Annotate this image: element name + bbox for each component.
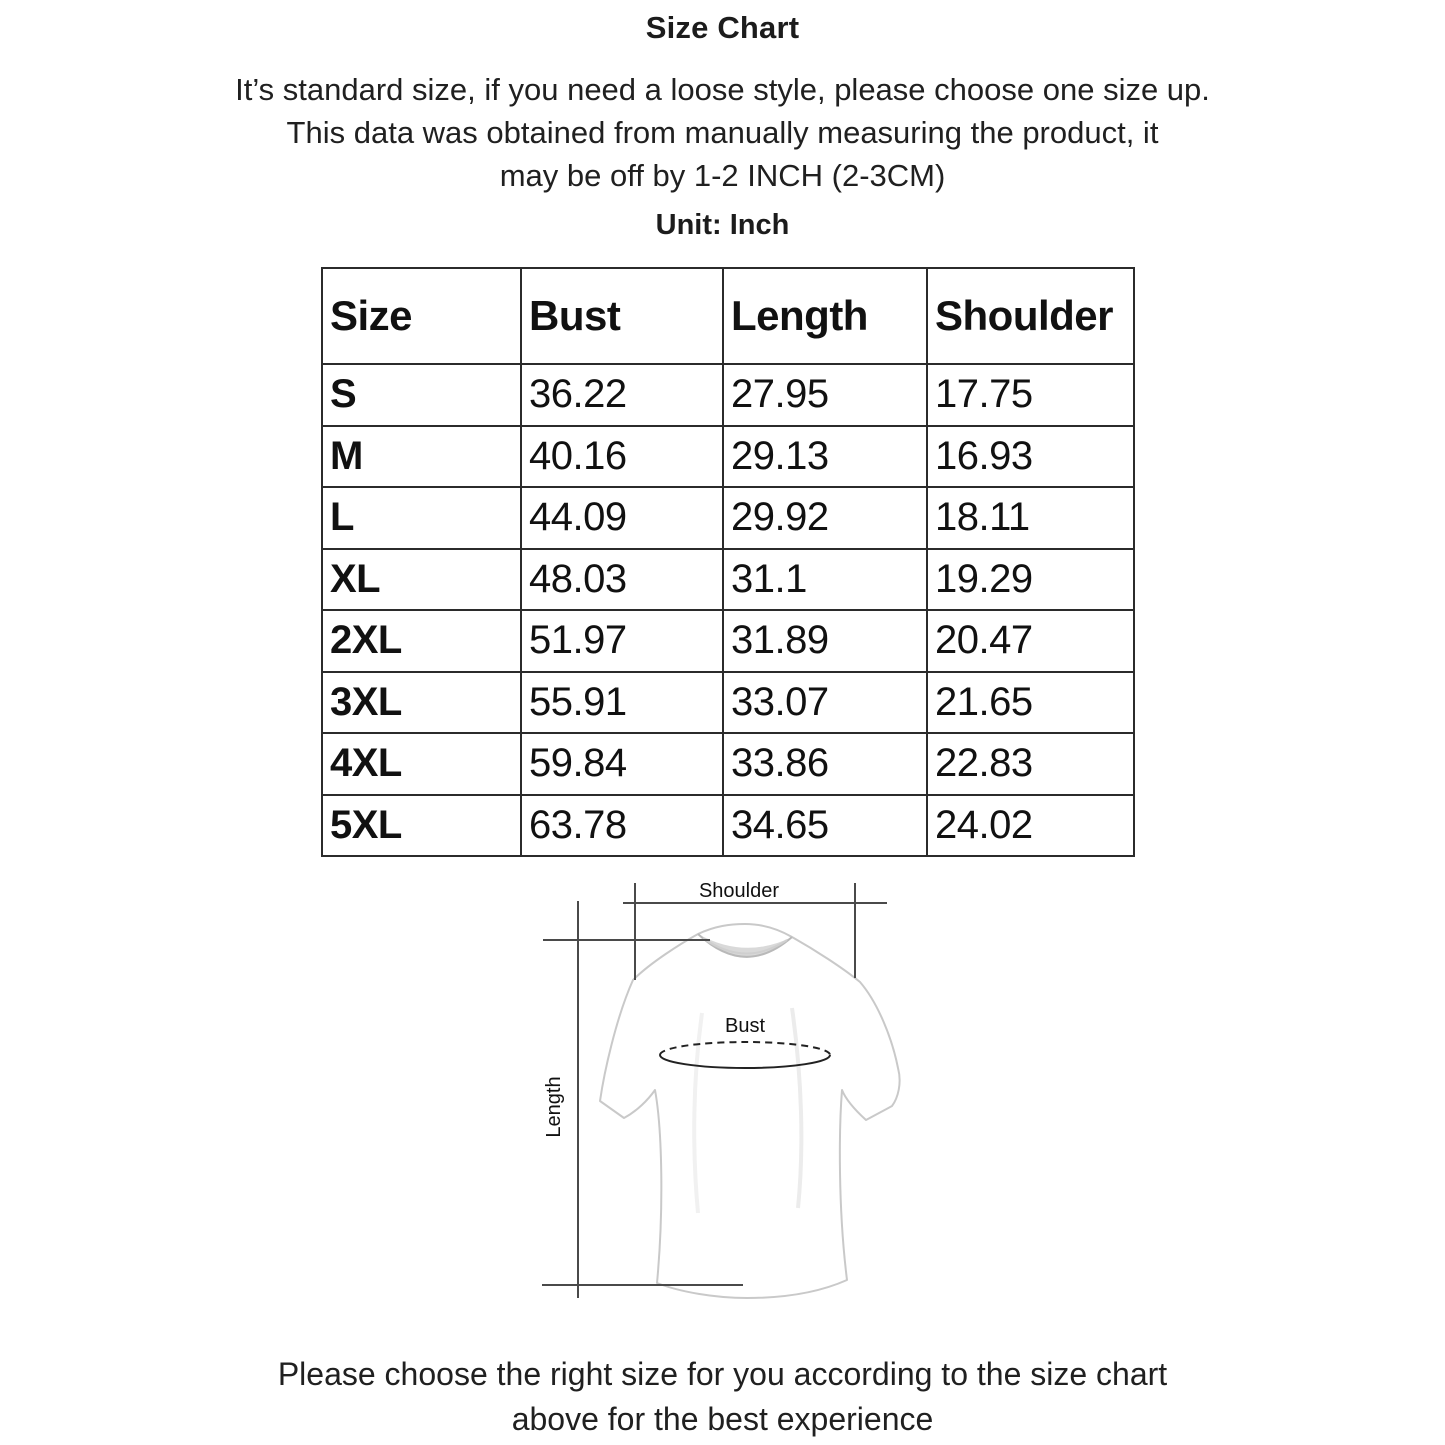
size-cell: M xyxy=(322,426,521,488)
column-header: Shoulder xyxy=(927,268,1134,364)
tshirt-measurement-diagram xyxy=(540,868,970,1333)
measurement-cell: 22.83 xyxy=(927,733,1134,795)
measurement-cell: 55.91 xyxy=(521,672,723,734)
size-cell: 5XL xyxy=(322,795,521,857)
size-cell: 4XL xyxy=(322,733,521,795)
table-row xyxy=(322,426,1134,488)
measurement-cell: 59.84 xyxy=(521,733,723,795)
measurement-cell: 51.97 xyxy=(521,610,723,672)
measurement-cell: 16.93 xyxy=(927,426,1134,488)
size-cell: 2XL xyxy=(322,610,521,672)
measurement-cell: 19.29 xyxy=(927,549,1134,611)
unit-label: Unit: Inch xyxy=(655,209,790,241)
measurement-cell: 31.89 xyxy=(723,610,927,672)
measurement-cell: 20.47 xyxy=(927,610,1134,672)
column-header: Length xyxy=(723,268,927,364)
size-table-header xyxy=(322,268,1134,364)
length-label: Length xyxy=(543,1076,565,1138)
measurement-cell: 44.09 xyxy=(521,487,723,549)
size-cell: XL xyxy=(322,549,521,611)
measurement-cell: 24.02 xyxy=(927,795,1134,857)
intro-line: It’s standard size, if you need a loose style, please choose one size up. xyxy=(235,72,1210,107)
measurement-cell: 31.1 xyxy=(723,549,927,611)
size-cell: S xyxy=(322,364,521,426)
table-row xyxy=(322,610,1134,672)
footer-line: Please choose the right size for you according to the size chart xyxy=(277,1356,1168,1392)
measurement-cell: 29.13 xyxy=(723,426,927,488)
measurement-cell: 34.65 xyxy=(723,795,927,857)
table-row xyxy=(322,487,1134,549)
table-row xyxy=(322,795,1134,857)
intro-line: may be off by 1-2 INCH (2-3CM) xyxy=(499,158,946,193)
footer-text xyxy=(0,1352,1445,1442)
measurement-cell: 33.07 xyxy=(723,672,927,734)
measurement-cell: 27.95 xyxy=(723,364,927,426)
bust-label: Bust xyxy=(724,1015,766,1037)
size-table-container xyxy=(321,267,1133,857)
column-header: Bust xyxy=(521,268,723,364)
tshirt-graphic xyxy=(600,924,900,1298)
measurement-cell: 36.22 xyxy=(521,364,723,426)
header-row xyxy=(322,268,1134,364)
intro-text xyxy=(0,68,1445,197)
measurement-cell: 48.03 xyxy=(521,549,723,611)
table-row xyxy=(322,364,1134,426)
size-cell: 3XL xyxy=(322,672,521,734)
column-header: Size xyxy=(322,268,521,364)
table-row xyxy=(322,733,1134,795)
size-table xyxy=(321,267,1135,857)
measurement-cell: 63.78 xyxy=(521,795,723,857)
measurement-cell: 29.92 xyxy=(723,487,927,549)
table-row xyxy=(322,672,1134,734)
page-title: Size Chart xyxy=(645,10,800,45)
table-row xyxy=(322,549,1134,611)
footer-line: above for the best experience xyxy=(511,1401,934,1437)
tshirt-body xyxy=(600,924,900,1298)
measurement-cell: 21.65 xyxy=(927,672,1134,734)
measurement-cell: 18.11 xyxy=(927,487,1134,549)
measurement-cell: 17.75 xyxy=(927,364,1134,426)
size-table-body xyxy=(322,364,1134,856)
measurement-cell: 33.86 xyxy=(723,733,927,795)
size-cell: L xyxy=(322,487,521,549)
measurement-cell: 40.16 xyxy=(521,426,723,488)
shoulder-label: Shoulder xyxy=(698,880,780,902)
intro-line: This data was obtained from manually measuring the product, it xyxy=(286,115,1159,150)
